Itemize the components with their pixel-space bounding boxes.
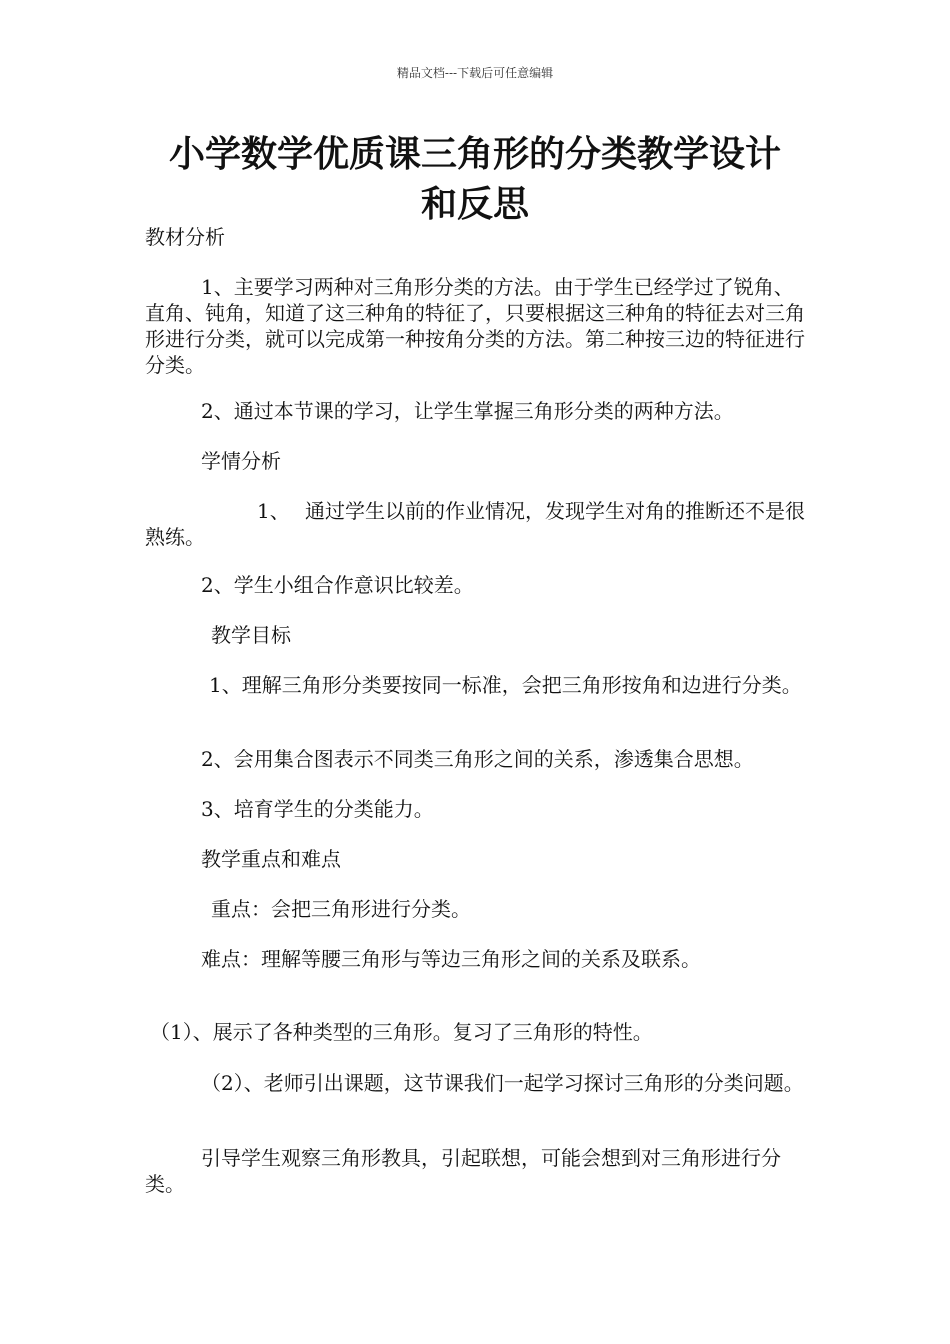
section-heading-textbook-analysis: 教材分析	[145, 225, 225, 249]
page-header: 精品文档---下载后可任意编辑	[396, 66, 554, 80]
paragraph-goal-2: 2、会用集合图表示不同类三角形之间的关系，渗透集合思想。	[201, 747, 754, 771]
paragraph-goal-3: 3、培育学生的分类能力。	[201, 797, 434, 821]
paragraph-key-point: 重点：会把三角形进行分类。	[211, 897, 471, 921]
paragraph-student-1	[145, 498, 807, 550]
paragraph-difficulty: 难点：理解等腰三角形与等边三角形之间的关系及联系。	[201, 947, 701, 971]
document-title	[145, 130, 805, 230]
paragraph-student-1-number: 1、	[257, 499, 290, 523]
paragraph-student-2: 2、学生小组合作意识比较差。	[201, 573, 474, 597]
title-line-1: 小学数学优质课三角形的分类教学设计	[168, 134, 781, 175]
paragraph-goal-1: 1、理解三角形分类要按同一标准，会把三角形按角和边进行分类。	[209, 673, 802, 697]
paragraph-textbook-1: 1、主要学习两种对三角形分类的方法。由于学生已经学过了锐角、直角、钝角，知道了这三种角的特征了，只要根据这三种角的特征去对三角形进行分类，就可以完成第一种按角分类的方法。第二种按三边的特征进行分类。	[145, 275, 805, 377]
paragraph-student-1-text: 通过学生以前的作业情况，发现学生对角的推断还不是很熟练。	[145, 499, 805, 549]
section-heading-teaching-goals: 教学目标	[211, 623, 291, 647]
section-heading-key-points: 教学重点和难点	[201, 847, 341, 871]
paragraph-step-3: 引导学生观察三角形教具，引起联想，可能会想到对三角形进行分类。	[145, 1146, 781, 1196]
paragraph-step-1: （1）、展示了各种类型的三角形。复习了三角形的特性。	[150, 1020, 653, 1044]
section-heading-student-analysis: 学情分析	[201, 449, 281, 473]
paragraph-textbook-2: 2、通过本节课的学习，让学生掌握三角形分类的两种方法。	[201, 399, 734, 423]
title-line-2: 和反思	[420, 184, 529, 225]
paragraph-step-2: （2）、老师引出课题，这节课我们一起学习探讨三角形的分类问题。	[201, 1071, 804, 1095]
